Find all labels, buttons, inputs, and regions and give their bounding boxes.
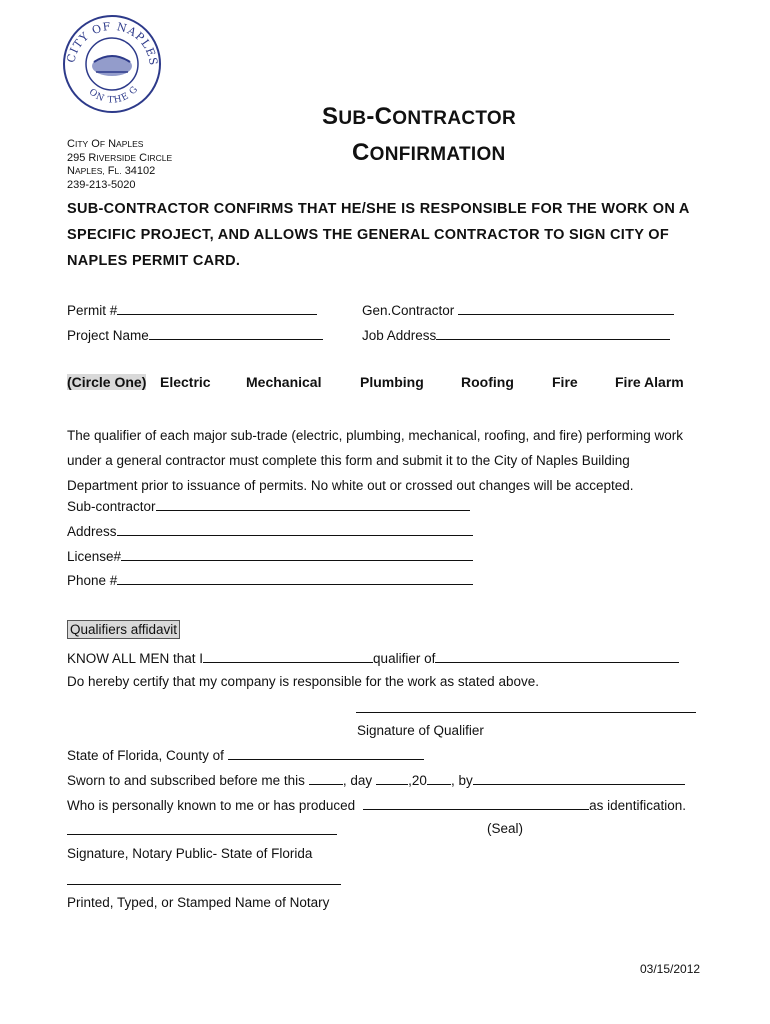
address-input[interactable]: [117, 523, 473, 536]
gen-contractor-input[interactable]: [458, 302, 674, 315]
instructions-line2: under a general contractor must complete this form and submit it to the City of Naples Building: [67, 453, 630, 468]
state-county-label: State of Florida, County of: [67, 748, 224, 763]
address-label: Address: [67, 524, 117, 539]
gen-contractor-label: Gen.Contractor: [362, 303, 455, 318]
form-title: [322, 100, 516, 172]
project-name-label: Project Name: [67, 328, 149, 343]
notary-name-line[interactable]: [67, 884, 341, 885]
know-all-row: [67, 650, 679, 666]
county-input[interactable]: [228, 747, 424, 760]
permit-field-row: [67, 302, 317, 318]
qualifier-signature-line[interactable]: [356, 712, 696, 713]
notary-signature-line[interactable]: [67, 834, 337, 835]
sworn-row: [67, 772, 685, 788]
statement-line3: NAPLES PERMIT CARD.: [67, 253, 241, 269]
svg-text:ON THE GULF: ON THE G: [86, 84, 141, 106]
month-input[interactable]: [376, 772, 408, 785]
project-name-field-row: [67, 327, 323, 343]
instructions-line1: The qualifier of each major sub-trade (electric, plumbing, mechanical, roofing, and fire) performing work: [67, 428, 684, 443]
qualifier-of-label: qualifier of: [373, 651, 436, 666]
project-name-input[interactable]: [149, 327, 323, 340]
instructions: [67, 423, 717, 498]
gen-contractor-field-row: [362, 302, 674, 318]
phone-label: Phone #: [67, 573, 118, 588]
job-address-label: Job Address: [362, 328, 437, 343]
city-seal: [60, 12, 164, 116]
license-input[interactable]: [121, 548, 473, 561]
trade-electric[interactable]: Electric: [160, 374, 211, 390]
job-address-field-row: [362, 327, 670, 343]
know-all-label: KNOW ALL MEN that I: [67, 651, 204, 666]
day-label: , day: [342, 773, 373, 788]
qualifier-name-input[interactable]: [203, 650, 373, 663]
as-id-label: as identification.: [589, 798, 686, 813]
address-phone: 239-213-5020: [67, 178, 136, 191]
subcontractor-input[interactable]: [156, 498, 470, 511]
known-label: Who is personally known to me or has produced: [67, 798, 356, 813]
sworn-label: Sworn to and subscribed before me this: [67, 773, 305, 788]
license-label: License#: [67, 549, 122, 564]
signature-qualifier-label: Signature of Qualifier: [357, 723, 484, 738]
affidavit-heading: Qualifiers affidavit: [67, 620, 180, 639]
qualifier-company-input[interactable]: [435, 650, 679, 663]
address-city: CITY OF NAPLES: [67, 138, 144, 150]
seal-label: (Seal): [487, 821, 524, 836]
address-field-row: [67, 523, 473, 539]
subcontractor-label: Sub-contractor: [67, 499, 156, 514]
certify-text: Do hereby certify that my company is responsible for the work as stated above.: [67, 674, 539, 689]
year-input[interactable]: [427, 772, 451, 785]
job-address-input[interactable]: [436, 327, 670, 340]
year-label: ,20: [408, 773, 427, 788]
identification-input[interactable]: [363, 797, 589, 810]
by-label: , by: [450, 773, 473, 788]
title-line1: SUB-CONTRACTOR: [322, 103, 517, 130]
county-row: [67, 747, 424, 763]
instructions-line3: Department prior to issuance of permits. No white out or crossed out changes will be accepted.: [67, 478, 634, 493]
license-field-row: [67, 548, 473, 564]
subcontractor-field-row: [67, 498, 470, 514]
circle-one-label: (Circle One): [67, 374, 147, 390]
address-citystate: NAPLES, FL. 34102: [67, 165, 156, 177]
permit-label: Permit #: [67, 303, 118, 318]
title-line2: CONFIRMATION: [352, 139, 506, 166]
address-block: [67, 138, 172, 192]
trade-fire-alarm[interactable]: Fire Alarm: [615, 374, 684, 390]
confirmation-statement: [67, 196, 707, 274]
permit-input[interactable]: [117, 302, 317, 315]
seal-graphic: [60, 12, 164, 116]
phone-field-row: [67, 572, 473, 588]
svg-text:CITY OF NAPLES FLORIDA: CITY OF NAPLES: [64, 19, 161, 67]
trade-roofing[interactable]: Roofing: [461, 374, 514, 390]
statement-line1: SUB-CONTRACTOR CONFIRMS THAT HE/SHE IS RESPONSIBLE FOR THE WORK ON A: [67, 201, 690, 217]
sworn-by-input[interactable]: [473, 772, 685, 785]
revision-date: 03/15/2012: [640, 962, 701, 976]
phone-input[interactable]: [117, 572, 473, 585]
statement-line2: SPECIFIC PROJECT, AND ALLOWS THE GENERAL CONTRACTOR TO SIGN CITY OF: [67, 227, 670, 243]
notary-name-label: Printed, Typed, or Stamped Name of Notary: [67, 895, 330, 910]
trade-plumbing[interactable]: Plumbing: [360, 374, 424, 390]
trade-mechanical[interactable]: Mechanical: [246, 374, 322, 390]
notary-signature-label: Signature, Notary Public- State of Florida: [67, 846, 313, 861]
identification-row: [67, 797, 686, 813]
trade-fire[interactable]: Fire: [552, 374, 578, 390]
sworn-date-input[interactable]: [309, 772, 343, 785]
address-street: 295 RIVERSIDE CIRCLE: [67, 151, 173, 164]
